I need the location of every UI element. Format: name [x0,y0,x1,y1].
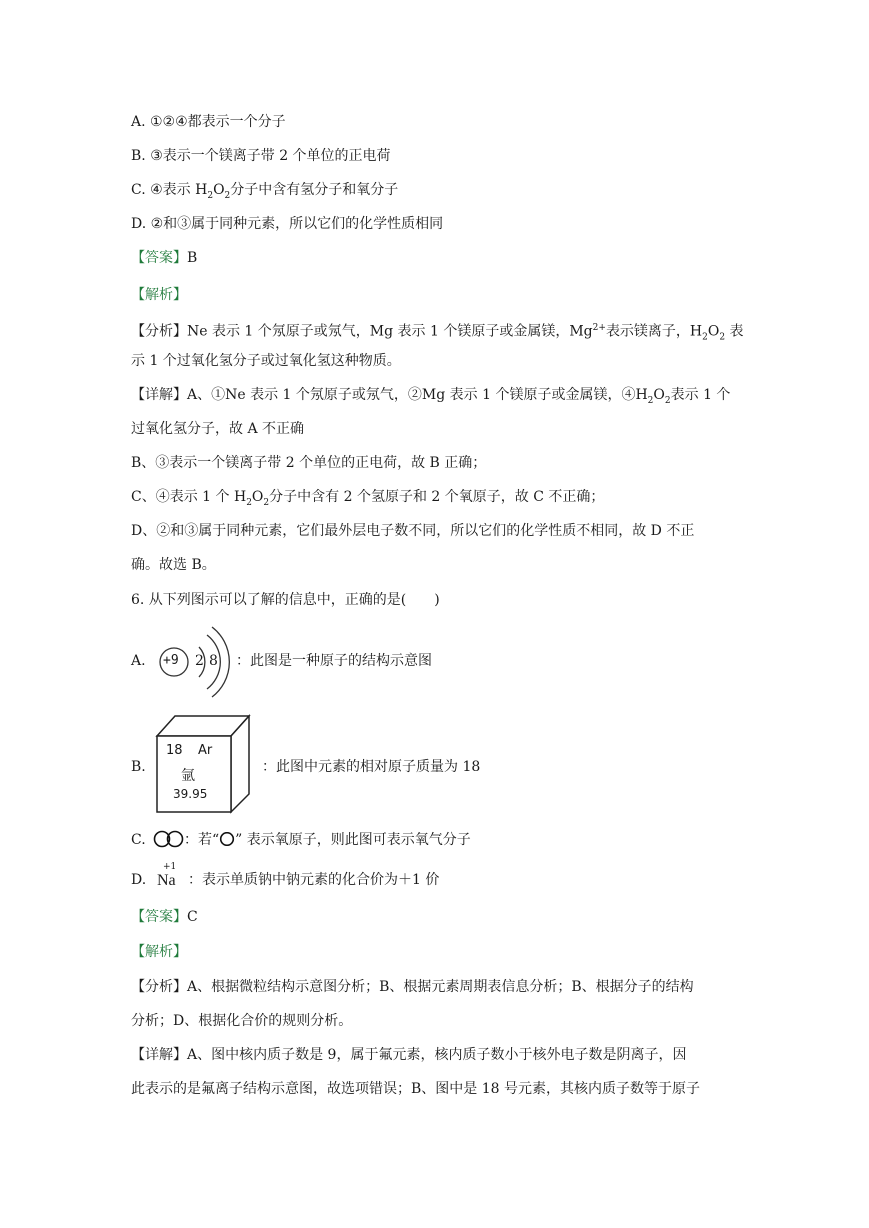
oxygen-molecule-icon [153,830,185,850]
element-symbol: Ar [198,743,213,758]
xiangjie-label: 【详解】 [131,1047,187,1063]
atom-structure-diagram [155,625,235,701]
electron-shell-2: 8 [209,653,218,669]
xiangjie-1-line-4 [131,487,604,513]
subscript: 2 [263,497,270,508]
subscript: 2 [719,332,726,343]
subscript: 2 [647,395,654,406]
option-c-text-1: C. ④表示 H [131,182,208,198]
fenxi-text: Ne 表示 1 个氖原子或氖气，Mg 表示 1 个镁原子或金属镁，Mg [187,323,593,340]
sodium-valence [157,862,187,892]
q6-option-a-label: A. [131,653,146,669]
option-c-text-3: 分子中含有氢分子和氧分子 [230,182,399,198]
xiangjie-1-line-3: B、③表示一个镁离子带 2 个单位的正电荷，故 B 正确； [131,455,487,471]
q6-option-c-text-1: ：若“ [184,832,220,848]
q6-option-b-label: B. [131,759,146,775]
xiangjie-1-line-2: 过氧化氢分子，故 A 不正确 [131,421,305,437]
superscript: 2+ [592,323,606,333]
fenxi-text: O [707,323,720,340]
xiangjie-1-line-1 [131,385,730,411]
answer-2 [131,907,198,927]
subscript: 2 [246,497,252,508]
element-name: 氩 [181,768,195,784]
answer-label: 【答案】 [131,250,187,266]
xiangjie-text: O [653,387,665,403]
option-c-text-2: O [213,182,225,198]
answer-value: B [187,250,198,266]
valence-mark: +1 [163,862,177,872]
option-b: B. ③表示一个镁离子带 2 个单位的正电荷 [131,148,391,164]
q6-option-b-text: ：此图中元素的相对原子质量为 18 [262,759,481,775]
fenxi-label: 【分析】 [131,979,187,995]
xiangjie-text: 表示 1 个 [670,387,731,403]
xiangjie-text: A、图中核内质子数是 9，属于氟元素，核内质子数小于核外电子数是阴离子，因 [187,1047,687,1063]
option-c [131,180,398,206]
q6-option-c [131,830,146,850]
q6-option-c-text [184,830,471,850]
q6-option-c-label: C. [131,832,146,848]
q6-option-d-label: D. [131,872,147,888]
nucleus-charge: +9 [163,653,179,668]
xiangjie-2-line-1 [131,1045,686,1065]
question-6: 6. 从下列图示可以了解的信息中，正确的是( ) [131,592,440,608]
fenxi-2-line-2: 分析；D、根据化合价的规则分析。 [131,1013,353,1029]
xiangjie-2-line-2: 此表示的是氟离子结构示意图，故选项错误；B、图中是 18 号元素，其核内质子数等于原子 [131,1081,701,1097]
option-d: D. ②和③属于同种元素，所以它们的化学性质相同 [131,216,444,232]
sodium-symbol: Na [157,872,176,889]
option-a: A. ①②④都表示一个分子 [131,114,286,130]
analysis-2-label: 【解析】 [131,944,187,960]
xiangjie-text: O [251,489,264,505]
subscript: 2 [664,395,671,406]
subscript: 2 [702,332,708,343]
fenxi-text: 表 [725,323,744,340]
xiangjie-1-line-5: D、②和③属于同种元素，它们最外层电子数不同，所以它们的化学性质不相同，故 D 不正 [131,523,695,539]
answer-1 [131,248,197,268]
fenxi-text: A、根据微粒结构示意图分析；B、根据元素周期表信息分析；B、根据分子的结构 [187,979,694,995]
xiangjie-text: 分子中含有 2 个氢原子和 2 个氧原子，故 C 不正确； [269,489,605,505]
periodic-element-cell [155,714,251,814]
subscript: 2 [207,190,214,201]
analysis-1-label: 【解析】 [131,287,187,303]
xiangjie-label: 【详解】 [131,387,187,403]
molecule-svg [153,830,185,850]
electron-shell-1: 2 [195,653,204,669]
xiangjie-1-line-6: 确。故选 B。 [131,557,216,573]
xiangjie-text: C、④表示 1 个 H [131,489,247,505]
q6-option-a-text: ：此图是一种原子的结构示意图 [236,653,432,669]
answer-value: C [187,909,198,925]
atomic-mass: 39.95 [173,787,208,801]
fenxi-label: 【分析】 [131,323,187,340]
fenxi-2-line-1 [131,977,694,997]
fenxi-1-line-2: 示 1 个过氧化氢分子或过氧化氢这种物质。 [131,353,401,369]
q6-option-c-text-2: ” 表示氧原子，则此图可表示氧气分子 [235,832,471,848]
atomic-number: 18 [166,743,183,758]
xiangjie-text: A、①Ne 表示 1 个氖原子或氖气，②Mg 表示 1 个镁原子或金属镁，④H [187,387,648,403]
q6-option-d-text: ：表示单质钠中钠元素的化合价为＋1 价 [188,872,440,888]
fenxi-1-line-1 [131,318,744,347]
oxygen-atom-icon [219,832,235,846]
fenxi-text: 表示镁离子，H [605,323,703,340]
subscript: 2 [224,190,231,201]
answer-label: 【答案】 [131,909,187,925]
